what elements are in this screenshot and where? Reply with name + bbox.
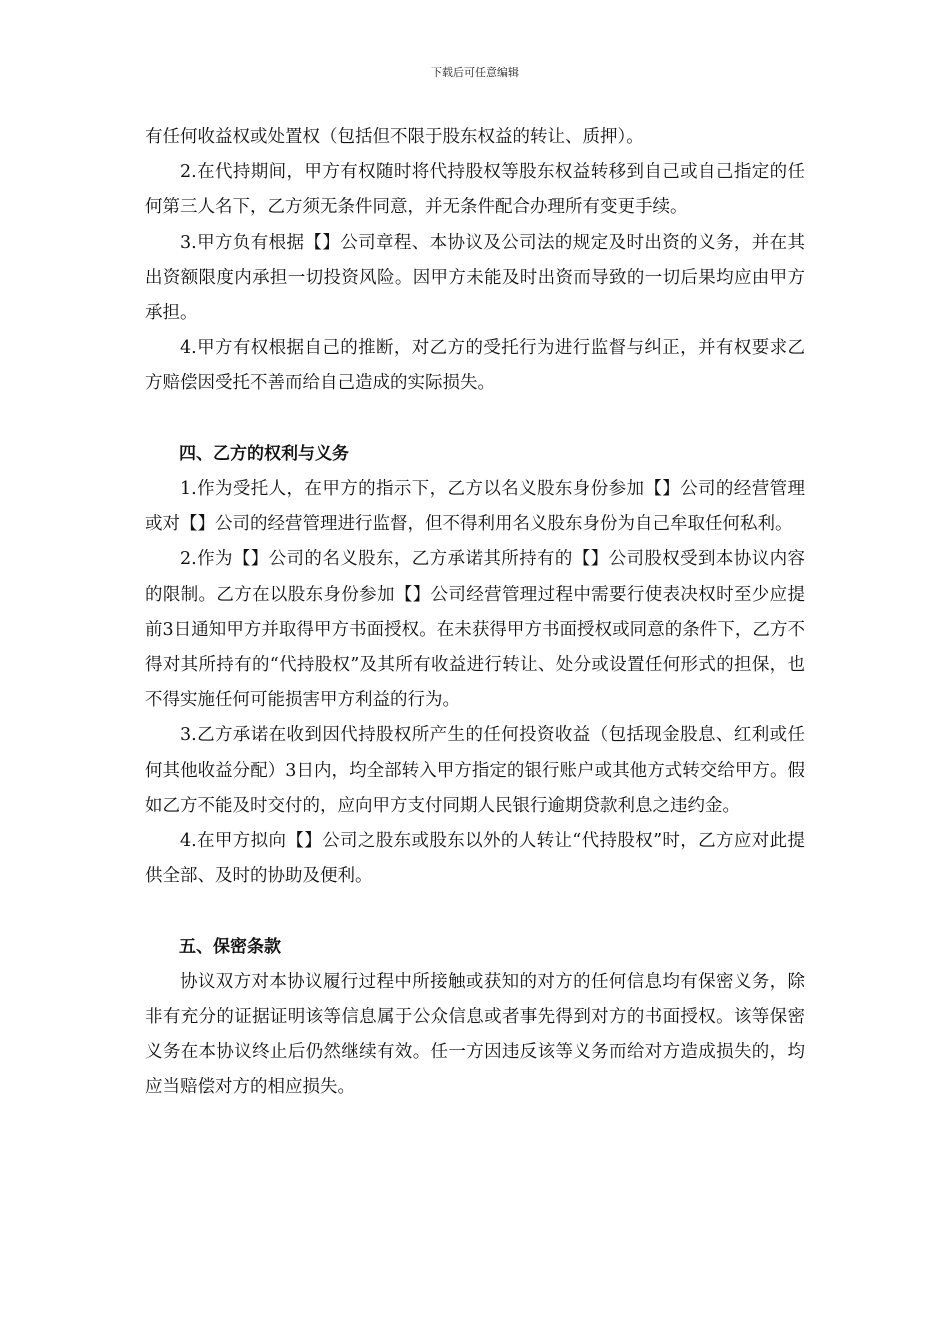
section4-title: 四、乙方的权利与义务: [179, 443, 349, 464]
page-header: 下载后可任意编辑: [431, 66, 519, 79]
section3-item-4: 4.甲方有权根据自己的推断，对乙方的受托行为进行监督与纠正，并有权要求乙方赔偿因受托不善而给自己造成的实际损失。: [145, 338, 805, 394]
section4-item-2: 2.作为【】公司的名义股东，乙方承诺其所持有的【】公司股权受到本协议内容的限制。乙方在以股东身份参加【】公司经营管理过程中需要行使表决权时至少应提前3日通知甲方并取得甲方书面授权。在未获得甲方书面授权或同意的条件下，乙方不得对其所持有的“代持股权”及其所有收益进行转让、处分或设置任何形式的担保，也不得实施任何可能损害甲方利益的行为。: [145, 549, 805, 711]
section5-body: 协议双方对本协议履行过程中所接触或获知的对方的任何信息均有保密义务，除非有充分的证据证明该等信息属于公众信息或者事先得到对方的书面授权。该等保密义务在本协议终止后仍然继续有效。任一方因违反该等义务而给对方造成损失的，均应当赔偿对方的相应损失。: [145, 971, 805, 1098]
section4-item-3: 3.乙方承诺在收到因代持股权所产生的任何投资收益（包括现金股息、红利或任何其他收益分配）3日内，均全部转入甲方指定的银行账户或其他方式转交给甲方。假如乙方不能及时交付的，应向甲方支付同期人民银行逾期贷款利息之违约金。: [145, 725, 805, 816]
section5-title: 五、保密条款: [179, 936, 281, 957]
section3-item-2: 2.在代持期间，甲方有权随时将代持股权等股东权益转移到自己或自己指定的任何第三人名下，乙方须无条件同意，并无条件配合办理所有变更手续。: [145, 162, 805, 218]
section3-item-3: 3.甲方负有根据【】公司章程、本协议及公司法的规定及时出资的义务，并在其出资额限度内承担一切投资风险。因甲方未能及时出资而导致的一切后果均应由甲方承担。: [145, 232, 805, 324]
section3-continuation: 有任何收益权或处置权（包括但不限于股东权益的转让、质押）。: [145, 127, 644, 147]
section4-item-4: 4.在甲方拟向【】公司之股东或股东以外的人转让“代持股权”时，乙方应对此提供全部、及时的协助及便利。: [145, 831, 805, 887]
section-spacer: [145, 402, 805, 437]
section4-item-1: 1.作为受托人，在甲方的指示下，乙方以名义股东身份参加【】公司的经营管理或对【】公司的经营管理进行监督，但不得利用名义股东身份为自己牟取任何私利。: [145, 479, 805, 535]
document-body: [145, 120, 805, 1106]
section-spacer: [145, 894, 805, 929]
